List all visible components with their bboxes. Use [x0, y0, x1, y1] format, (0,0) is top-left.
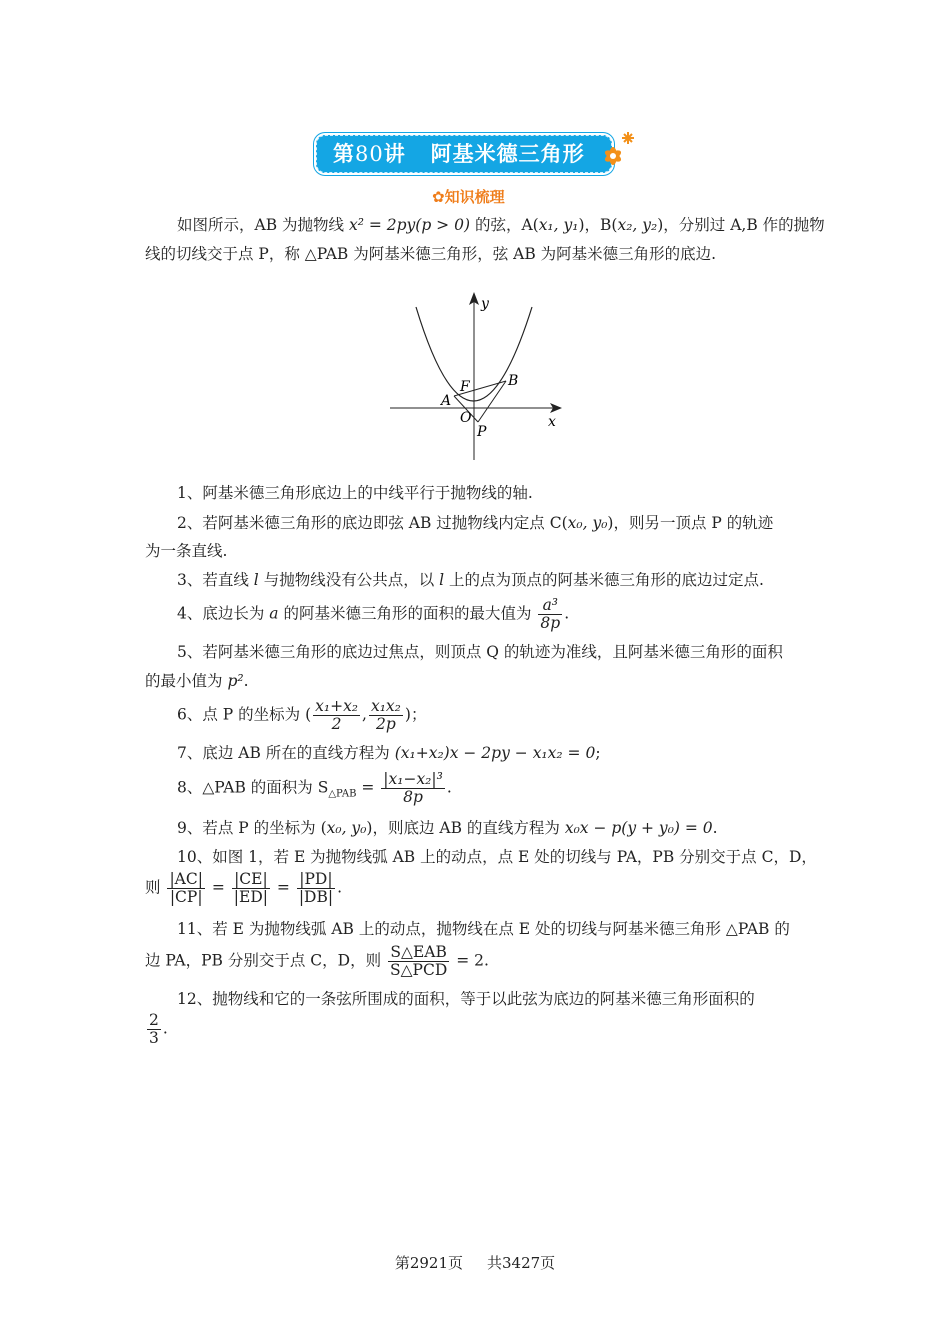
label-f: F	[460, 379, 470, 395]
item-9: 9、若点 P 的坐标为 (x₀, y₀)，则底边 AB 的直线方程为 x₀x − p(y + y₀) = 0.	[177, 819, 718, 837]
label-b: B	[508, 373, 519, 389]
item-10: 10、如图 1，若 E 为抛物线弧 AB 上的动点，点 E 处的切线与 PA，PB 分别交于点 C，D，	[177, 848, 817, 866]
lecture-suffix: 讲	[383, 142, 406, 166]
label-o: O	[460, 410, 472, 426]
label-x: x	[548, 414, 556, 430]
lecture-number: 80	[355, 142, 384, 166]
label-y: y	[481, 296, 489, 312]
lecture-prefix: 第	[333, 142, 355, 166]
page-total: 共3427页	[487, 1254, 556, 1272]
label-p: P	[477, 424, 487, 440]
flower-icon: ✿	[432, 188, 445, 206]
intro-line-2: 线的切线交于点 P，称 △PAB 为阿基米德三角形，弦 AB 为阿基米德三角形的底边.	[145, 245, 717, 263]
label-a: A	[441, 393, 452, 409]
item-3: 3、若直线 l 与抛物线没有公共点，以 l 上的点为顶点的阿基米德三角形的底边过定点.	[177, 571, 764, 589]
item-4: 4、底边长为 a 的阿基米德三角形的面积的最大值为 $\frac{\text{a³}}{8p}$ .	[177, 596, 570, 632]
intro-line-1: 如图所示，AB 为抛物线 x² = 2py(p > 0) 的弦，A(x₁, y₁)，B(x₂, y₂)，分别过 A,B 作的抛物	[177, 216, 825, 234]
item-10-cont: 则 $\frac{|AC|}{|CP|}$ = $\frac{|CE|}{|ED|}$ = $\frac{|PD|}{|DB|}$ .	[145, 870, 343, 906]
item-12-cont: $\frac{2}{3}$ .	[149, 1011, 168, 1047]
item-11-cont: 边 PA，PB 分别交于点 C，D，则 $\frac{\text{S△EAB}}{\text{S△PCD}}$ = 2.	[145, 943, 489, 979]
section-heading: ✿知识梳理	[432, 188, 505, 206]
item-2: 2、若阿基米德三角形的底边即弦 AB 过抛物线内定点 C(x₀, y₀)，则另一顶点 P 的轨迹	[177, 514, 774, 532]
lecture-title-banner	[316, 135, 612, 173]
item-7: 7、底边 AB 所在的直线方程为 (x₁+x₂)x − 2py − x₁x₂ = 0;	[177, 744, 601, 762]
item-12: 12、抛物线和它的一条弦所围成的面积，等于以此弦为底边的阿基米德三角形面积的	[177, 990, 755, 1008]
page-number: 第2921页	[394, 1254, 463, 1272]
item-1: 1、阿基米德三角形底边上的中线平行于抛物线的轴.	[177, 484, 533, 502]
item-6: 6、点 P 的坐标为 ( $\frac{\text{x₁+x₂}}{2}$ , $\frac{\text{x₁x₂}}{2p}$ )；	[177, 697, 427, 733]
item-11: 11、若 E 为抛物线弧 AB 上的动点，抛物线在点 E 处的切线与阿基米德三角形 △PAB 的	[177, 920, 790, 938]
flower-decoration-icon	[595, 130, 639, 174]
page-footer	[0, 1252, 950, 1273]
tangent-pb	[478, 381, 506, 422]
parabola-figure	[380, 285, 580, 465]
item-2-cont: 为一条直线.	[145, 542, 228, 560]
item-5: 5、若阿基米德三角形的底边过焦点，则顶点 Q 的轨迹为准线，且阿基米德三角形的面积	[177, 643, 783, 661]
item-5-cont: 的最小值为 p².	[145, 672, 249, 690]
lecture-title: 阿基米德三角形	[430, 142, 585, 166]
item-8: 8、△PAB 的面积为 $S_{\triangle PAB}$ = $\frac{\text{|x₁−x₂|³}}{8p}$ .	[177, 770, 452, 806]
